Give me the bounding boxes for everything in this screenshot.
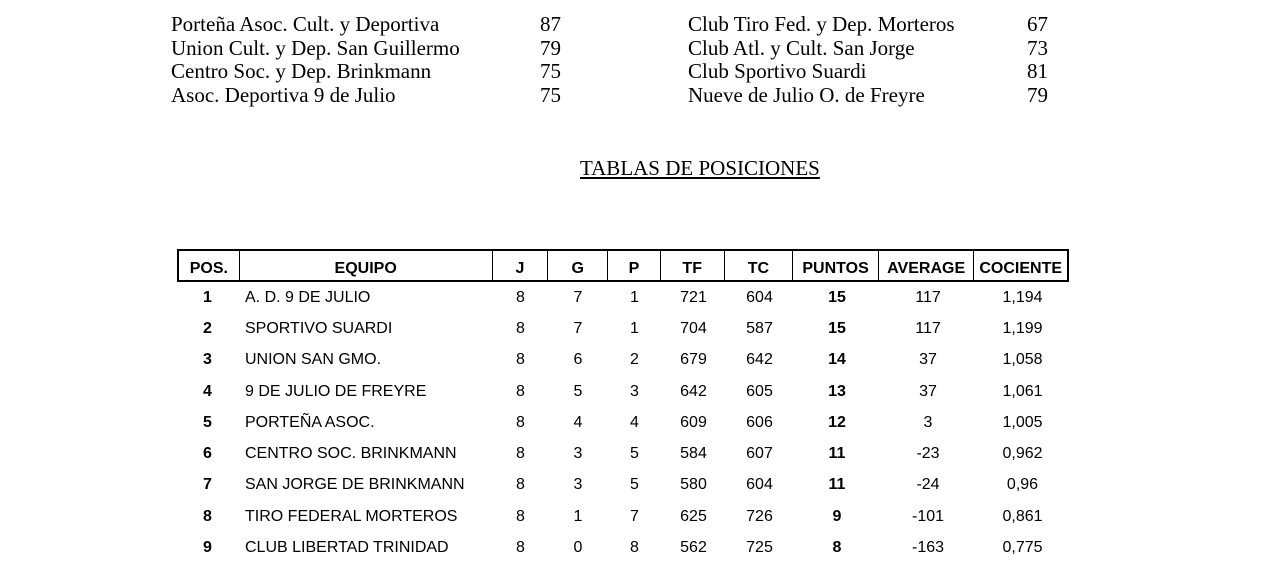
team-name: Union Cult. y Dep. San Guillermo (171, 35, 460, 60)
section-title: TABLAS DE POSICIONES (580, 156, 820, 180)
team-score: 67 (1027, 12, 1048, 36)
cell-average: 37 (919, 382, 937, 400)
cell-played: 8 (516, 288, 525, 306)
cell-average: -101 (911, 507, 945, 525)
cell-ratio: 1,061 (1002, 382, 1043, 400)
cell-ratio: 0,861 (1002, 507, 1043, 525)
result-row (688, 84, 1058, 108)
cell-won: 7 (573, 319, 583, 337)
cell-won: 7 (573, 288, 583, 306)
cell-points-for: 580 (680, 476, 707, 494)
table-body (177, 282, 1069, 564)
cell-team: CENTRO SOC. BRINKMANN (245, 445, 457, 463)
cell-pos: 5 (203, 413, 212, 431)
cell-team: UNION SAN GMO. (245, 351, 382, 369)
cell-team: TIRO FEDERAL MORTEROS (245, 507, 458, 525)
cell-lost: 7 (630, 507, 639, 525)
cell-pos: 9 (203, 539, 212, 557)
header-points-against: TC (725, 251, 794, 280)
cell-points-against: 604 (746, 476, 773, 494)
cell-points-for: 642 (680, 382, 707, 400)
cell-points-for: 584 (680, 445, 707, 463)
cell-points-for: 704 (680, 319, 707, 337)
cell-won: 1 (573, 507, 583, 525)
cell-lost: 2 (630, 351, 639, 369)
cell-points: 8 (832, 539, 842, 557)
cell-average: -23 (916, 445, 940, 463)
result-row (171, 37, 571, 61)
cell-points: 12 (828, 413, 846, 431)
cell-average: 117 (915, 319, 941, 337)
cell-points-for: 562 (680, 539, 707, 557)
table-row (177, 282, 1069, 313)
cell-lost: 4 (630, 413, 639, 431)
cell-played: 8 (516, 476, 525, 494)
cell-average: -163 (911, 539, 945, 557)
cell-points: 15 (828, 319, 846, 337)
cell-pos: 3 (203, 351, 212, 369)
cell-played: 8 (516, 507, 525, 525)
cell-lost: 1 (630, 288, 639, 306)
table-row (177, 532, 1069, 563)
match-results-right (688, 13, 1058, 108)
cell-points-against: 605 (746, 382, 773, 400)
cell-points: 11 (828, 445, 846, 463)
team-name: Club Atl. y Cult. San Jorge (688, 35, 915, 60)
team-name: Centro Soc. y Dep. Brinkmann (171, 59, 432, 84)
cell-played: 8 (516, 351, 525, 369)
team-score: 75 (540, 59, 561, 84)
cell-ratio: 0,96 (1006, 476, 1039, 494)
cell-played: 8 (516, 445, 525, 463)
cell-won: 0 (573, 539, 583, 557)
standings-table (177, 249, 1069, 564)
match-results-left (171, 13, 571, 108)
cell-played: 8 (516, 413, 525, 431)
cell-points: 14 (828, 351, 846, 369)
cell-ratio: 1,194 (1002, 288, 1043, 306)
header-lost: P (608, 251, 661, 280)
header-pos: POS. (179, 251, 240, 280)
cell-points-for: 625 (680, 507, 707, 525)
table-row (177, 438, 1069, 469)
cell-average: -24 (916, 476, 940, 494)
cell-points-against: 726 (746, 507, 773, 525)
cell-team: CLUB LIBERTAD TRINIDAD (245, 539, 449, 557)
cell-points: 11 (828, 476, 846, 494)
cell-lost: 5 (630, 445, 639, 463)
table-row (177, 313, 1069, 344)
cell-team: SPORTIVO SUARDI (245, 319, 393, 337)
team-score: 79 (540, 35, 561, 60)
cell-points: 9 (832, 507, 842, 525)
cell-pos: 2 (203, 319, 212, 337)
cell-pos: 6 (203, 445, 212, 463)
table-row (177, 345, 1069, 376)
team-score: 75 (540, 83, 561, 108)
cell-points-for: 609 (680, 413, 707, 431)
cell-team: 9 DE JULIO DE FREYRE (245, 382, 427, 400)
cell-points-for: 721 (680, 288, 707, 306)
cell-won: 3 (573, 476, 583, 494)
team-name: Club Sportivo Suardi (688, 59, 867, 84)
header-played: J (493, 251, 549, 280)
header-team: EQUIPO (240, 251, 493, 280)
cell-pos: 8 (203, 507, 212, 525)
cell-points-against: 607 (746, 445, 773, 463)
result-row (688, 37, 1058, 61)
result-row (171, 60, 571, 84)
cell-ratio: 0,962 (1002, 445, 1043, 463)
cell-points-against: 725 (746, 539, 773, 557)
cell-points-for: 679 (680, 351, 707, 369)
cell-lost: 3 (630, 382, 639, 400)
cell-lost: 8 (630, 539, 639, 557)
cell-ratio: 1,005 (1002, 413, 1043, 431)
cell-average: 117 (915, 288, 941, 306)
team-score: 73 (1027, 35, 1048, 60)
result-row (688, 60, 1058, 84)
cell-won: 3 (573, 445, 583, 463)
team-score: 87 (540, 12, 561, 36)
cell-points: 15 (828, 288, 846, 306)
result-row (171, 13, 571, 37)
table-row (177, 376, 1069, 407)
cell-won: 4 (573, 413, 583, 431)
team-score: 79 (1027, 83, 1048, 108)
cell-played: 8 (516, 382, 525, 400)
cell-lost: 1 (630, 319, 639, 337)
cell-team: SAN JORGE DE BRINKMANN (245, 476, 465, 494)
header-points: PUNTOS (793, 251, 879, 280)
team-name: Porteña Asoc. Cult. y Deportiva (171, 12, 440, 36)
result-row (171, 84, 571, 108)
cell-ratio: 1,058 (1002, 351, 1043, 369)
cell-average: 3 (923, 413, 933, 431)
cell-ratio: 0,775 (1002, 539, 1043, 557)
cell-points-against: 642 (746, 351, 773, 369)
team-name: Club Tiro Fed. y Dep. Morteros (688, 12, 955, 36)
cell-average: 37 (919, 351, 937, 369)
team-score: 81 (1027, 59, 1048, 84)
cell-team: A. D. 9 DE JULIO (245, 288, 371, 306)
cell-pos: 4 (203, 382, 212, 400)
cell-won: 6 (573, 351, 583, 369)
header-ratio: COCIENTE (979, 260, 1063, 277)
cell-points-against: 606 (746, 413, 773, 431)
header-won: G (548, 251, 608, 280)
table-row (177, 407, 1069, 438)
cell-pos: 7 (203, 476, 212, 494)
cell-played: 8 (516, 319, 525, 337)
cell-points: 13 (828, 382, 846, 400)
header-average: AVERAGE (879, 251, 975, 280)
table-row (177, 501, 1069, 532)
cell-team: PORTEÑA ASOC. (245, 413, 375, 431)
cell-pos: 1 (203, 288, 212, 306)
team-name: Nueve de Julio O. de Freyre (688, 83, 925, 108)
cell-played: 8 (516, 539, 525, 557)
table-row (177, 470, 1069, 501)
cell-lost: 5 (630, 476, 639, 494)
cell-points-against: 587 (746, 319, 773, 337)
cell-points-against: 604 (746, 288, 773, 306)
cell-ratio: 1,199 (1002, 319, 1043, 337)
result-row (688, 13, 1058, 37)
table-header (177, 249, 1069, 282)
team-name: Asoc. Deportiva 9 de Julio (171, 83, 396, 108)
cell-won: 5 (573, 382, 583, 400)
header-points-for: TF (661, 251, 725, 280)
